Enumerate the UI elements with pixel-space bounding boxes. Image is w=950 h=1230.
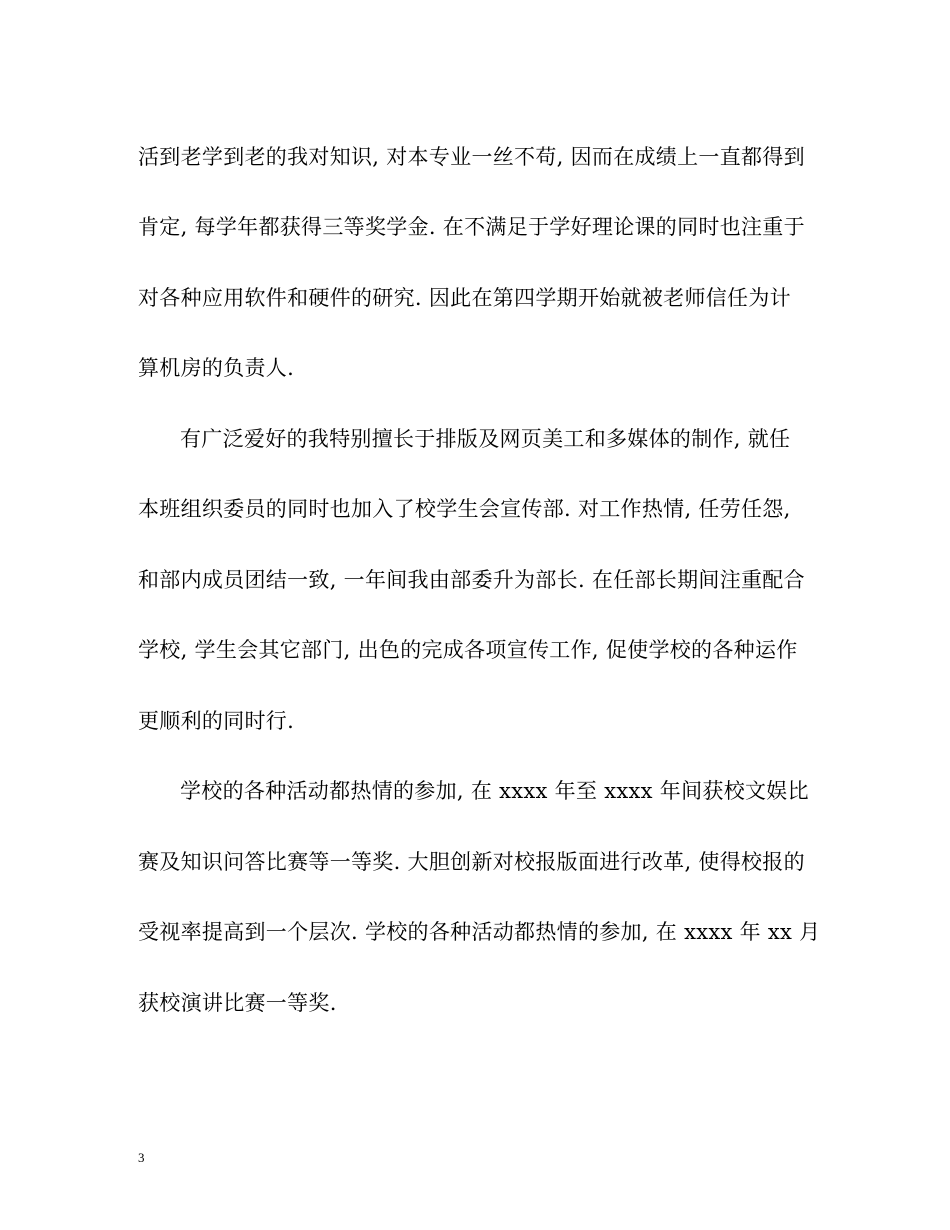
text-line: 和部内成员团结一致, 一年间我由部委升为部长. 在任部长期间注重配合 [138, 568, 805, 592]
text-line: 获校演讲比赛一等奖. [138, 991, 337, 1015]
text-line: 学校, 学生会其它部门, 出色的完成各项宣传工作, 促使学校的各种运作 [138, 638, 798, 662]
text-line: 赛及知识问答比赛等一等奖. 大胆创新对校报版面进行改革, 使得校报的 [138, 850, 805, 874]
page-number: 3 [138, 1150, 145, 1165]
text-line: 有广泛爱好的我特别擅长于排版及网页美工和多媒体的制作, 就任 [180, 427, 791, 451]
text-line: 肯定, 每学年都获得三等奖学金. 在不满足于学好理论课的同时也注重于 [138, 215, 805, 239]
text-line: 受视率提高到一个层次. 学校的各种活动都热情的参加, 在 xxxx 年 xx 月 [138, 920, 821, 944]
text-line: 本班组织委员的同时也加入了校学生会宣传部. 对工作热情, 任劳任怨, [138, 497, 791, 521]
text-line: 对各种应用软件和硬件的研究. 因此在第四学期开始就被老师信任为计 [138, 286, 791, 310]
text-line: 更顺利的同时行. [138, 709, 295, 733]
text-line: 活到老学到老的我对知识, 对本专业一丝不苟, 因而在成绩上一直都得到 [138, 145, 805, 169]
text-line: 算机房的负责人. [138, 356, 295, 380]
text-line: 学校的各种活动都热情的参加, 在 xxxx 年至 xxxx 年间获校文娱比 [180, 779, 809, 803]
